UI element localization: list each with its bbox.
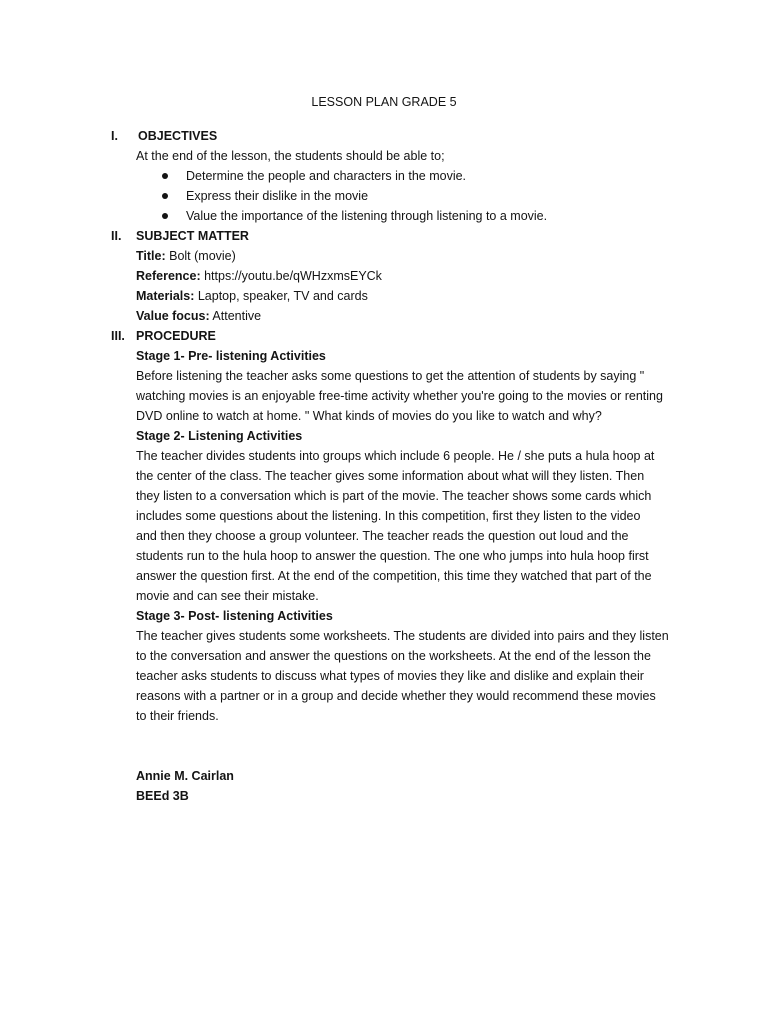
paragraph-line: to their friends. bbox=[136, 709, 219, 723]
objective-item bbox=[0, 166, 768, 186]
objective-item bbox=[0, 206, 768, 226]
section-heading: PROCEDURE bbox=[136, 329, 216, 343]
bullet-icon bbox=[162, 173, 168, 179]
procedure-section bbox=[0, 326, 768, 726]
field-value: Laptop, speaker, TV and cards bbox=[194, 289, 368, 303]
stage-1-paragraph bbox=[0, 366, 681, 426]
paragraph-line: to the conversation and answer the questions on the worksheets. At the end of the lesson the bbox=[136, 649, 651, 663]
subject-matter-section bbox=[0, 226, 768, 326]
objectives-section bbox=[0, 126, 768, 226]
reference-link[interactable]: https://youtu.be/qWHzxmsEYCk bbox=[200, 269, 382, 283]
stage-3-heading: Stage 3- Post- listening Activities bbox=[136, 609, 333, 623]
stage-3-paragraph bbox=[0, 626, 681, 726]
stage-1-heading: Stage 1- Pre- listening Activities bbox=[136, 349, 326, 363]
paragraph-line: students run to the hula hoop to answer the question. The one who jumps into hula hoop first bbox=[136, 549, 649, 563]
paragraph-line: movie and can see their mistake. bbox=[136, 589, 319, 603]
field-value: Attentive bbox=[209, 309, 262, 323]
field-label: Reference: bbox=[136, 269, 201, 283]
field-label: Title: bbox=[136, 249, 166, 263]
objectives-intro: At the end of the lesson, the students should be able to; bbox=[136, 149, 445, 163]
section-heading: OBJECTIVES bbox=[138, 129, 218, 143]
objective-item bbox=[0, 186, 768, 206]
document-body bbox=[0, 126, 768, 726]
paragraph-line: and then they choose a group volunteer. The teacher reads the question out loud and the bbox=[136, 529, 629, 543]
objective-text: Value the importance of the listening through listening to a movie. bbox=[186, 209, 548, 223]
author-name: Annie M. Cairlan bbox=[136, 769, 234, 783]
stage-2-paragraph bbox=[0, 446, 681, 606]
paragraph-line: teacher asks students to discuss what types of movies they like and dislike and explain their bbox=[136, 669, 644, 683]
paragraph-line: reasons with a partner or in a group and decide whether they would recommend these movies bbox=[136, 689, 656, 703]
document-title: LESSON PLAN GRADE 5 bbox=[311, 95, 457, 109]
stage-2-heading: Stage 2- Listening Activities bbox=[136, 429, 303, 443]
paragraph-line: watching movies is an enjoyable free-time activity whether you're going to the movies or renting bbox=[136, 389, 663, 403]
objective-text: Determine the people and characters in the movie. bbox=[186, 169, 467, 183]
field-value: Bolt (movie) bbox=[165, 249, 236, 263]
paragraph-line: The teacher divides students into groups which include 6 people. He / she puts a hula hoop at bbox=[136, 449, 655, 463]
subject-materials-line bbox=[0, 286, 768, 306]
section-number: II. bbox=[111, 229, 122, 243]
paragraph-line: answer the question first. At the end of the competition, this time they watched that part of the bbox=[136, 569, 652, 583]
section-number: I. bbox=[111, 129, 118, 143]
subject-reference-line bbox=[0, 266, 768, 286]
paragraph-line: includes some questions about the listening. In this competition, first they listen to the video bbox=[136, 509, 641, 523]
bullet-icon bbox=[162, 193, 168, 199]
bullet-icon bbox=[162, 213, 168, 219]
field-label: Materials: bbox=[136, 289, 195, 303]
subject-title-line bbox=[0, 246, 768, 266]
section-number: III. bbox=[111, 329, 125, 343]
subject-value-focus-line bbox=[0, 306, 768, 326]
paragraph-line: The teacher gives students some worksheets. The students are divided into pairs and they listen bbox=[136, 629, 669, 643]
paragraph-line: DVD online to watch at home. " What kinds of movies do you like to watch and why? bbox=[136, 409, 602, 423]
field-label: Value focus: bbox=[136, 309, 210, 323]
paragraph-line: Before listening the teacher asks some questions to get the attention of students by saying " bbox=[136, 369, 645, 383]
paragraph-line: the center of the class. The teacher gives some information about what will they listen. Then bbox=[136, 469, 645, 483]
objective-text: Express their dislike in the movie bbox=[186, 189, 369, 203]
section-heading: SUBJECT MATTER bbox=[136, 229, 249, 243]
author-course: BEEd 3B bbox=[136, 789, 189, 803]
paragraph-line: they listen to a conversation which is part of the movie. The teacher shows some cards which bbox=[136, 489, 652, 503]
signature-block bbox=[136, 766, 234, 806]
